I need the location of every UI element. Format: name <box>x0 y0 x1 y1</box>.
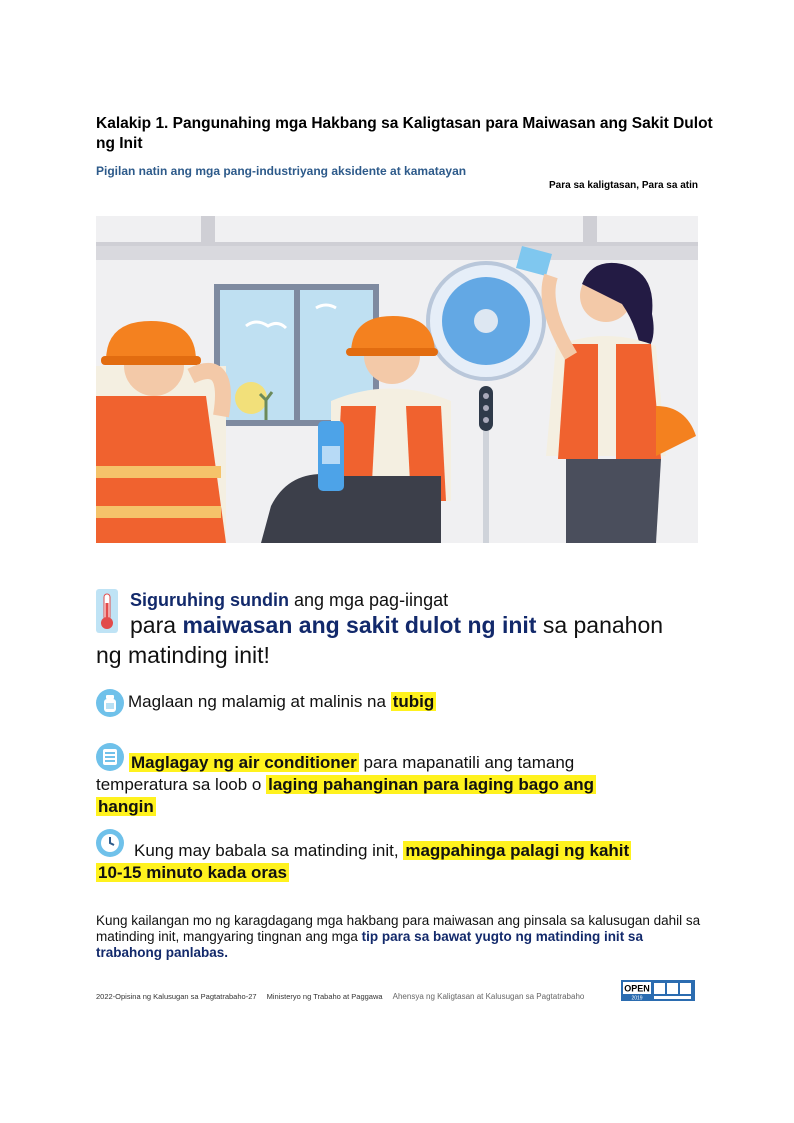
page-title: Kalakip 1. Pangunahing mga Hakbang sa Kaligtasan para Maiwasan ang Sakit Dulot ng Init <box>96 115 713 152</box>
headline-line-3: ng matinding init! <box>96 642 270 668</box>
headline-bold-1: Siguruhing sundin <box>130 590 289 610</box>
headline <box>96 589 706 671</box>
item-aircon-highlight-3: hangin <box>98 797 154 816</box>
headline-text-2: sa panahon <box>536 612 664 638</box>
footer-right: Ahensya ng Kaligtasan at Kalusugan sa Pagtatrabaho <box>392 992 585 1001</box>
footer-middle: Ministeryo ng Trabaho at Paggawa <box>266 992 383 1001</box>
open-logo-year: 2019 <box>631 995 643 1001</box>
item-rest <box>96 840 706 884</box>
item-water-highlight: tubig <box>392 692 435 711</box>
item-water <box>128 691 436 713</box>
open-logo-text: OPEN <box>624 983 650 994</box>
workers-heat-illustration <box>96 216 698 543</box>
page-subtitle: Pigilan natin ang mga pang-industriyang aksidente at kamatayan <box>96 164 467 178</box>
item-rest-highlight-2: 10-15 minuto kada oras <box>98 863 287 882</box>
motto: Para sa kaligtasan, Para sa atin <box>549 180 698 191</box>
closing-link[interactable]: tip para sa bawat yugto ng matinding init sa trabahong panlabas. <box>96 929 643 960</box>
footer <box>96 992 592 1001</box>
item-aircon-highlight-1: Maglagay ng air conditioner <box>131 753 357 772</box>
item-water-text: Maglaan ng malamig at malinis na <box>128 692 391 711</box>
item-aircon-text-1: para mapanatili ang tamang <box>358 753 575 772</box>
closing-text: Kung kailangan mo ng karagdagang mga hakbang para maiwasan ang pinsala sa kalusugan dahil sa matinding init, mangyaring tingnan ang mga <box>96 913 701 944</box>
headline-text-1: ang mga pag-iingat <box>288 590 449 610</box>
item-rest-highlight-1: magpahinga palagi ng kahit <box>405 841 630 860</box>
item-aircon-text-2: temperatura sa loob o <box>96 775 267 794</box>
item-rest-text: Kung may babala sa matinding init, <box>134 841 404 860</box>
item-aircon <box>96 752 706 818</box>
water-bottle-icon <box>96 689 124 717</box>
footer-left: 2022-Opisina ng Kalusugan sa Pagtatrabaho-27 <box>96 992 257 1001</box>
item-aircon-highlight-2: laging pahanginan para laging bago ang <box>268 775 594 794</box>
open-logo <box>621 980 695 1001</box>
headline-bold-2: maiwasan ang sakit dulot ng init <box>182 612 537 638</box>
headline-pre-2: para <box>130 612 183 638</box>
closing-paragraph <box>96 913 706 961</box>
